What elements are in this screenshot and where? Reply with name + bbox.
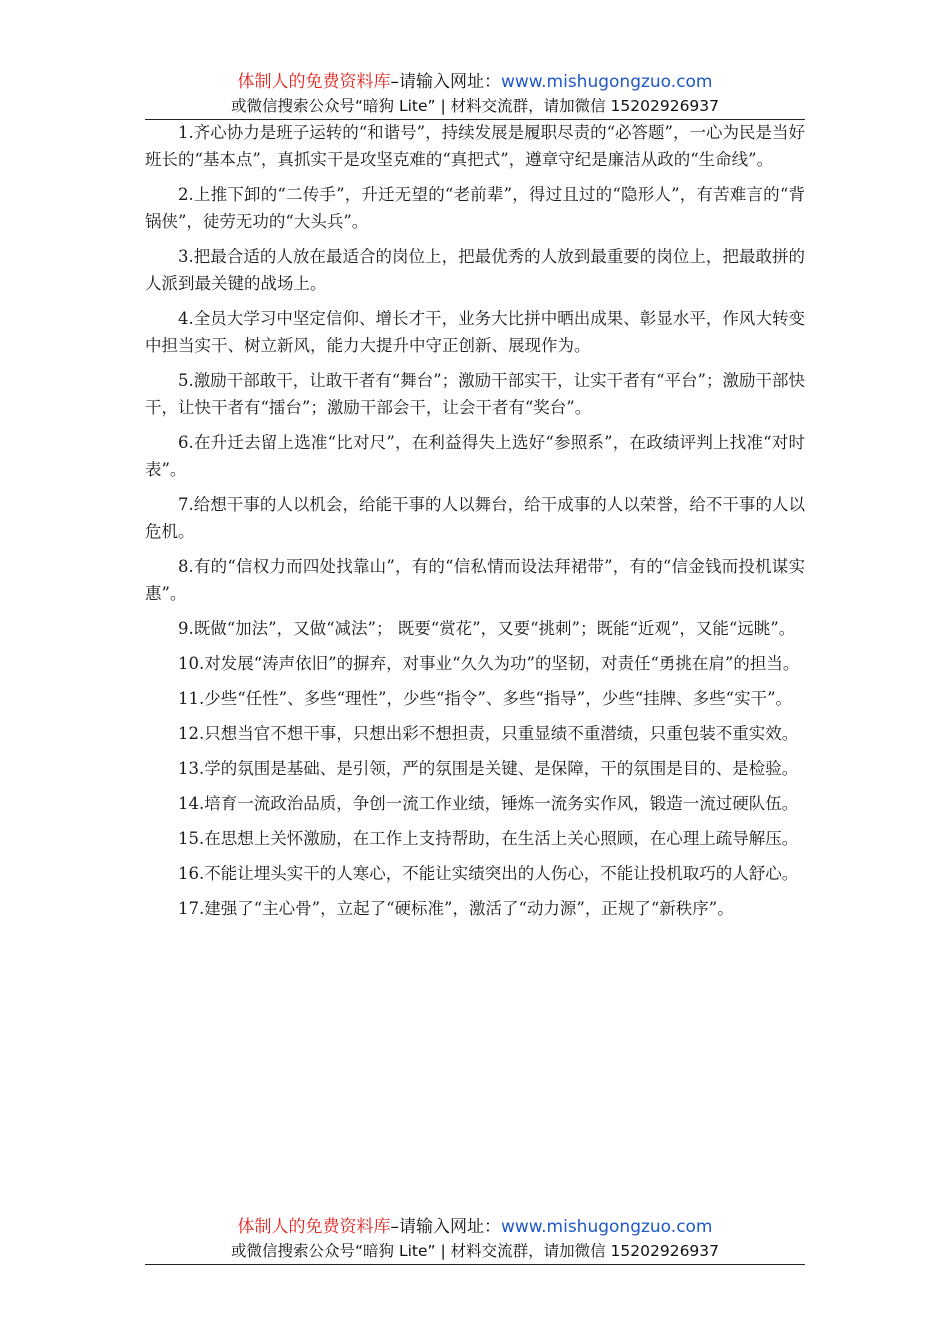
list-item: 7.给想干事的人以机会，给能干事的人以舞台，给干成事的人以荣誉，给不干事的人以危机。 <box>145 495 805 541</box>
footer-url-link[interactable]: www.mishugongzuo.com <box>500 1217 713 1237</box>
list-item: 13.学的氛围是基础、是引领，严的氛围是关键、是保障，干的氛围是目的、是检验。 <box>178 759 799 778</box>
list-item: 12.只想当官不想干事，只想出彩不想担责，只重显绩不重潜绩，只重包装不重实效。 <box>178 724 799 743</box>
document-body <box>145 119 805 930</box>
list-item: 10.对发展“涛声依旧”的摒弃，对事业“久久为功”的坚韧，对责任“勇挑在肩”的担当。 <box>178 654 800 673</box>
list-item: 1.齐心协力是班子运转的“和谐号”，持续发展是履职尽责的“必答题”，一心为民是当好班长的“基本点”，真抓实干是攻坚克难的“真把式”，遵章守纪是廉洁从政的“生命线”。 <box>145 123 805 169</box>
list-item: 9.既做“加法”，又做“减法”； 既要“赏花”，又要“挑刺”；既能“近观”，又能“远眺”。 <box>178 619 796 638</box>
footer-banner <box>145 1215 805 1263</box>
header-url-link[interactable]: www.mishugongzuo.com <box>500 72 713 92</box>
list-item: 3.把最合适的人放在最适合的岗位上，把最优秀的人放到最重要的岗位上，把最敢拼的人派到最关键的战场上。 <box>145 247 805 293</box>
footer-brand: 体制人的免费资料库 <box>237 1217 391 1237</box>
list-item: 5.激励干部敢干，让敢干者有“舞台”；激励干部实干，让实干者有“平台”；激励干部快干，让快干者有“擂台”；激励干部会干，让会干者有“奖台”。 <box>145 371 805 417</box>
list-item: 17.建强了“主心骨”，立起了“硬标准”，激活了“动力源”，正规了“新秩序”。 <box>178 899 734 918</box>
header-line2: 或微信搜索公众号“暗狗 Lite” | 材料交流群，请加微信 15202926937 <box>230 97 720 115</box>
footer-divider <box>145 1264 805 1265</box>
list-item: 11.少些“任性”、多些“理性”，少些“指令”、多些“指导”，少些“挂牌、多些“实干”。 <box>178 689 793 708</box>
list-item: 8.有的“信权力而四处找靠山”，有的“信私情而设法拜裙带”，有的“信金钱而投机谋实惠”。 <box>145 557 805 603</box>
list-item: 15.在思想上关怀激励，在工作上支持帮助，在生活上关心照顾，在心理上疏导解压。 <box>178 829 799 848</box>
footer-line1 <box>145 1215 805 1239</box>
list-item: 6.在升迁去留上选准“比对尺”，在利益得失上选好“参照系”，在政绩评判上找准“对时表”。 <box>145 433 805 479</box>
header-line1 <box>145 70 805 94</box>
header-brand: 体制人的免费资料库 <box>237 72 391 92</box>
footer-line2: 或微信搜索公众号“暗狗 Lite” | 材料交流群，请加微信 15202926937 <box>230 1242 720 1260</box>
header-prompt: –请输入网址： <box>390 72 501 92</box>
list-item: 4.全员大学习中坚定信仰、增长才干，业务大比拼中晒出成果、彰显水平，作风大转变中担当实干、树立新风，能力大提升中守正创新、展现作为。 <box>145 309 805 355</box>
list-item: 2.上推下卸的“二传手”，升迁无望的“老前辈”，得过且过的“隐形人”，有苦难言的“背锅侠”，徒劳无功的“大头兵”。 <box>145 185 805 231</box>
header-banner <box>145 70 805 118</box>
list-item: 16.不能让埋头实干的人寒心，不能让实绩突出的人伤心，不能让投机取巧的人舒心。 <box>178 864 799 883</box>
list-item: 14.培育一流政治品质，争创一流工作业绩，锤炼一流务实作风，锻造一流过硬队伍。 <box>178 794 799 813</box>
footer-prompt: –请输入网址： <box>390 1217 501 1237</box>
